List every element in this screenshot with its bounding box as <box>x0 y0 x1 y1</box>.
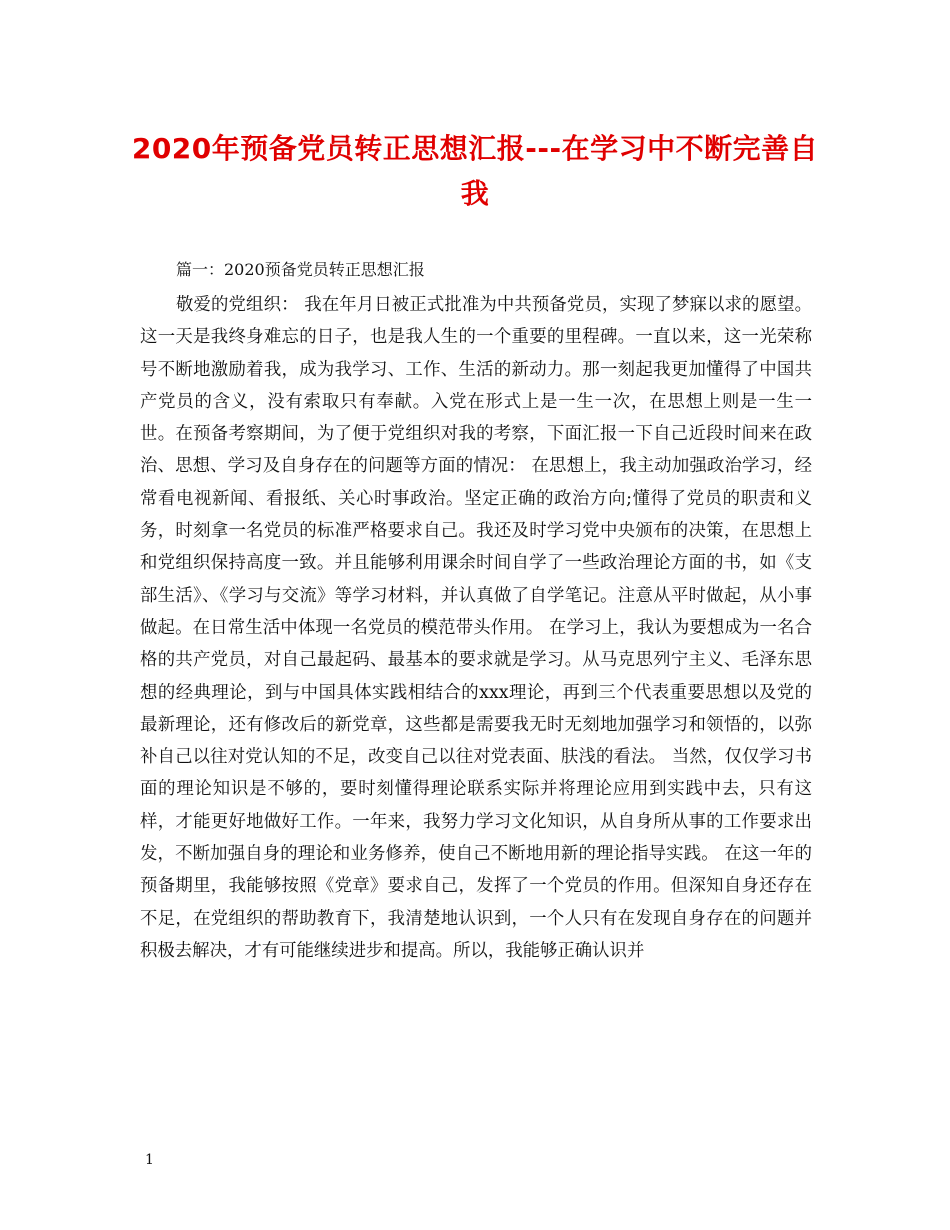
body-paragraph: 敬爱的党组织： 我在年月日被正式批准为中共预备党员，实现了梦寐以求的愿望。这一天是我终身难忘的日子，也是我人生的一个重要的里程碑。一直以来，这一光荣称号不断地激励着我，成为我学习、工作、生活的新动力。那一刻起我更加懂得了中国共产党员的含义，没有索取只有奉献。入党在形式上是一生一次，在思想上则是一生一世。在预备考察期间，为了便于党组织对我的考察，下面汇报一下自己近段时间来在政治、思想、学习及自身存在的问题等方面的情况： 在思想上，我主动加强政治学习，经常看电视新闻、看报纸、关心时事政治。坚定正确的政治方向;懂得了党员的职责和义务，时刻拿一名党员的标准严格要求自己。我还及时学习党中央颁布的决策，在思想上和党组织保持高度一致。并且能够利用课余时间自学了一些政治理论方面的书，如《支部生活》、《学习与交流》等学习材料，并认真做了自学笔记。注意从平时做起，从小事做起。在日常生活中体现一名党员的模范带头作用。 在学习上，我认为要想成为一名合格的共产党员，对自己最起码、最基本的要求就是学习。从马克思列宁主义、毛泽东思想的经典理论，到与中国具体实践相结合的xxx理论，再到三个代表重要思想以及党的最新理论，还有修改后的新党章，这些都是需要我无时无刻地加强学习和领悟的，以弥补自己以往对党认知的不足，改变自己以往对党表面、肤浅的看法。 当然，仅仅学习书面的理论知识是不够的，要时刻懂得理论联系实际并将理论应用到实践中去，只有这样，才能更好地做好工作。一年来，我努力学习文化知识，从自身所从事的工作要求出发，不断加强自身的理论和业务修养，使自己不断地用新的理论指导实践。 在这一年的预备期里，我能够按照《党章》要求自己，发挥了一个党员的作用。但深知自身还存在不足，在党组织的帮助教育下，我清楚地认识到，一个人只有在发现自身存在的问题并积极去解决，才有可能继续进步和提高。所以，我能够正确认识并 <box>140 295 812 961</box>
page-number: 1 <box>145 1152 154 1168</box>
section-heading: 篇一：2020预备党员转正思想汇报 <box>176 260 425 279</box>
document-title: 2020年预备党员转正思想汇报---在学习中不断完善自我 <box>131 132 819 210</box>
